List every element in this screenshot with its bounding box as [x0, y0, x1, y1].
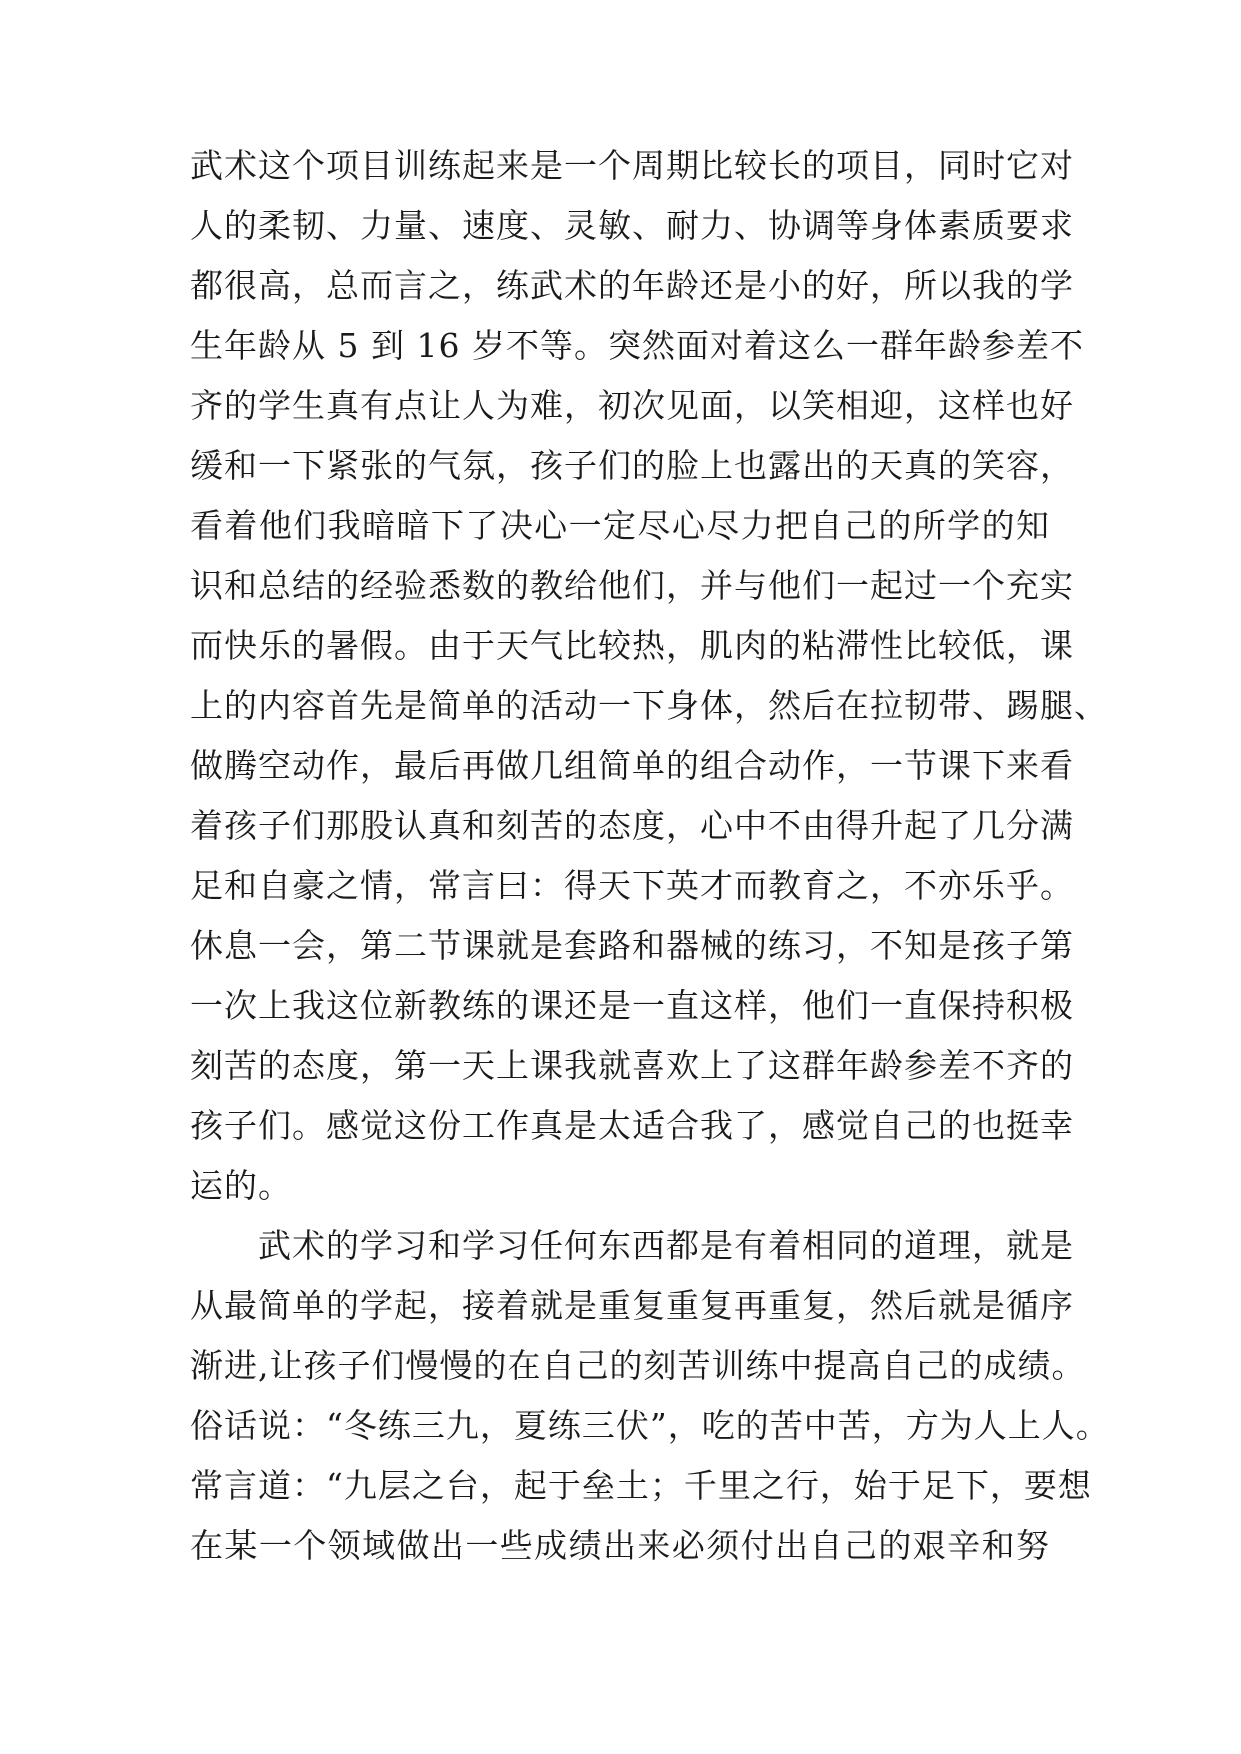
text-line: 都很高，总而言之，练武术的年龄还是小的好，所以我的学	[190, 266, 1074, 305]
text-line: 一次上我这位新教练的课还是一直这样，他们一直保持积极	[190, 986, 1074, 1025]
text-line: 做腾空动作，最后再做几组简单的组合动作，一节课下来看	[190, 746, 1074, 785]
text-line: 运的。	[190, 1166, 292, 1205]
text-line: 足和自豪之情，常言曰：得天下英才而教育之，不亦乐乎。	[190, 866, 1074, 905]
text-line: 识和总结的经验悉数的教给他们，并与他们一起过一个充实	[190, 566, 1074, 605]
text-line: 武术的学习和学习任何东西都是有着相同的道理，就是	[258, 1226, 1074, 1265]
text-line: 人的柔韧、力量、速度、灵敏、耐力、协调等身体素质要求	[190, 206, 1074, 245]
text-line: 渐进,让孩子们慢慢的在自己的刻苦训练中提高自己的成绩。	[190, 1346, 1086, 1385]
text-line: 刻苦的态度，第一天上课我就喜欢上了这群年龄参差不齐的	[190, 1046, 1074, 1085]
text-line: 从最简单的学起，接着就是重复重复再重复，然后就是循序	[190, 1286, 1074, 1325]
document-body	[190, 136, 1110, 1576]
text-line: 齐的学生真有点让人为难，初次见面，以笑相迎，这样也好	[190, 386, 1074, 425]
text-line: 常言道：“九层之台，起于垒土；千里之行，始于足下，要想	[190, 1466, 1092, 1505]
text-line: 着孩子们那股认真和刻苦的态度，心中不由得升起了几分满	[190, 806, 1074, 845]
text-line: 生年龄从 5 到 16 岁不等。突然面对着这么一群年龄参差不	[190, 326, 1084, 365]
text-line: 而快乐的暑假。由于天气比较热，肌肉的粘滞性比较低，课	[190, 626, 1074, 665]
text-line: 俗话说：“冬练三九，夏练三伏”，吃的苦中苦，方为人上人。	[190, 1406, 1110, 1445]
text-line: 武术这个项目训练起来是一个周期比较长的项目，同时它对	[190, 146, 1074, 185]
text-line: 在某一个领域做出一些成绩出来必须付出自己的艰辛和努	[190, 1526, 1050, 1565]
text-line: 缓和一下紧张的气氛，孩子们的脸上也露出的天真的笑容，	[190, 446, 1074, 485]
text-line: 孩子们。感觉这份工作真是太适合我了，感觉自己的也挺幸	[190, 1106, 1074, 1145]
paragraph-1	[190, 136, 1108, 1216]
paragraph-2	[190, 1216, 1110, 1576]
text-line: 看着他们我暗暗下了决心一定尽心尽力把自己的所学的知	[190, 506, 1050, 545]
text-line: 休息一会，第二节课就是套路和器械的练习，不知是孩子第	[190, 926, 1074, 965]
text-line: 上的内容首先是简单的活动一下身体，然后在拉韧带、踢腿、	[190, 686, 1108, 725]
